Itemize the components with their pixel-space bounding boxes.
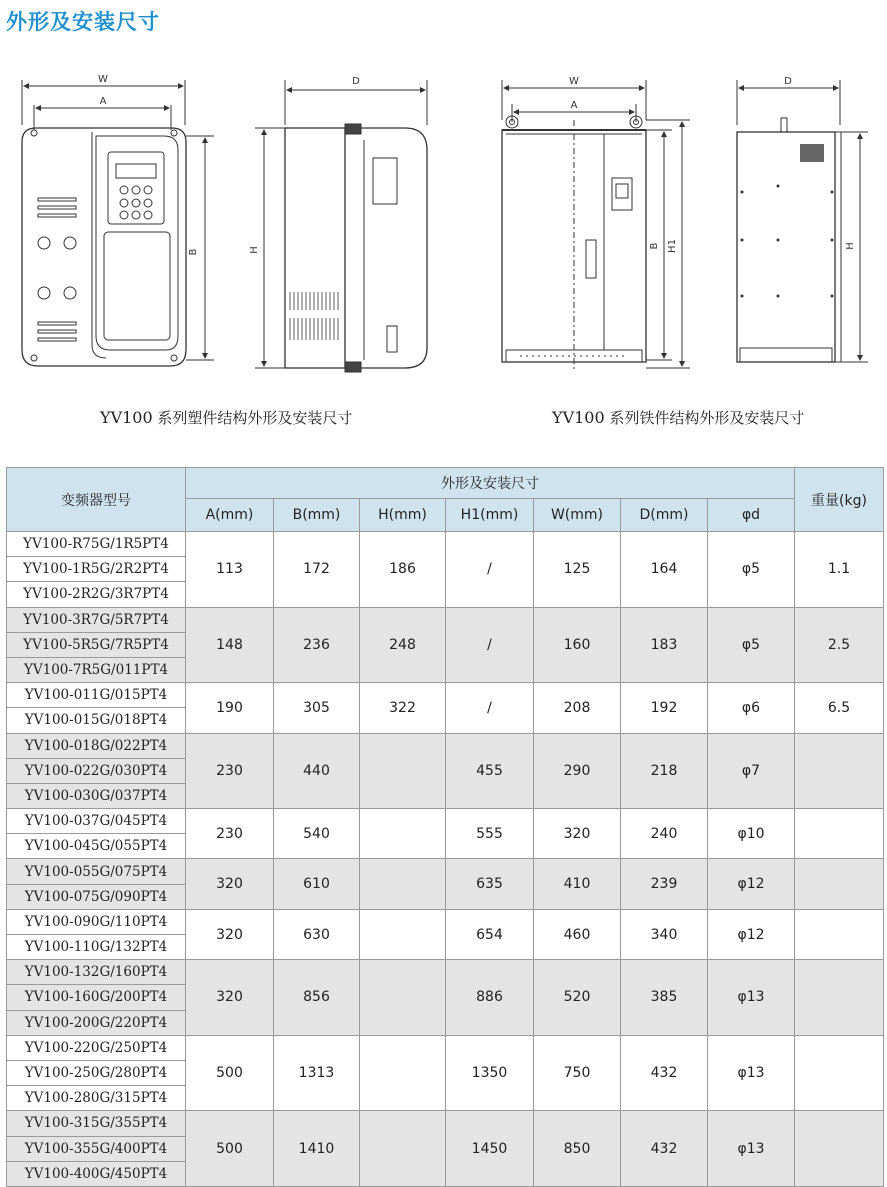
cell-model: YV100-037G/045PT4	[7, 809, 186, 834]
cell-a: 320	[186, 960, 274, 1036]
header-dimensions: 外形及安装尺寸	[186, 468, 795, 499]
header-weight: 重量(kg)	[795, 468, 884, 532]
cell-model: YV100-018G/022PT4	[7, 733, 186, 758]
cell-model: YV100-090G/110PT4	[7, 909, 186, 934]
cell-h: 248	[360, 607, 446, 683]
cell-model: YV100-110G/132PT4	[7, 935, 186, 960]
label-h-right: H	[845, 242, 856, 250]
cell-d: 432	[621, 1111, 708, 1187]
cell-d: 218	[621, 733, 708, 809]
label-d-left: D	[352, 76, 360, 87]
header-a: A(mm)	[186, 499, 274, 532]
cell-h1: 654	[446, 909, 534, 959]
cell-model: YV100-075G/090PT4	[7, 884, 186, 909]
cell-d: 239	[621, 859, 708, 909]
dimension-drawings	[0, 60, 887, 400]
cell-phi-d: φ6	[708, 683, 795, 733]
cell-a: 148	[186, 607, 274, 683]
cell-weight	[795, 859, 884, 909]
table-row	[7, 909, 884, 934]
cell-a: 230	[186, 733, 274, 809]
cell-model: YV100-2R2G/3R7PT4	[7, 582, 186, 607]
table-row	[7, 809, 884, 834]
cell-h	[360, 809, 446, 859]
header-d: D(mm)	[621, 499, 708, 532]
cell-model: YV100-022G/030PT4	[7, 758, 186, 783]
cell-model: YV100-250G/280PT4	[7, 1060, 186, 1085]
label-b-right: B	[649, 242, 660, 250]
caption-plastic	[100, 407, 352, 428]
plastic-front-view	[22, 80, 214, 366]
cell-b: 236	[274, 607, 360, 683]
cell-weight: 1.1	[795, 532, 884, 608]
cell-w: 125	[534, 532, 621, 608]
cell-weight	[795, 733, 884, 809]
cell-w: 750	[534, 1035, 621, 1111]
cell-weight	[795, 960, 884, 1036]
cell-b: 1410	[274, 1111, 360, 1187]
cell-h: 322	[360, 683, 446, 733]
iron-side-view	[737, 80, 868, 362]
cell-phi-d: φ13	[708, 960, 795, 1036]
cell-w: 290	[534, 733, 621, 809]
cell-model: YV100-011G/015PT4	[7, 683, 186, 708]
cell-d: 183	[621, 607, 708, 683]
header-phi-d: φd	[708, 499, 795, 532]
cell-a: 113	[186, 532, 274, 608]
cell-a: 320	[186, 859, 274, 909]
cell-weight	[795, 1035, 884, 1111]
cell-h	[360, 859, 446, 909]
cell-a: 190	[186, 683, 274, 733]
cell-a: 320	[186, 909, 274, 959]
cell-h: 186	[360, 532, 446, 608]
caption-iron	[552, 407, 804, 428]
label-w-right: W	[569, 76, 579, 87]
cell-model: YV100-220G/250PT4	[7, 1035, 186, 1060]
cell-d: 240	[621, 809, 708, 859]
cell-b: 540	[274, 809, 360, 859]
plastic-side-view	[255, 80, 427, 372]
header-h1: H1(mm)	[446, 499, 534, 532]
cell-h	[360, 960, 446, 1036]
label-a-left: A	[99, 96, 107, 107]
cell-b: 610	[274, 859, 360, 909]
header-b: B(mm)	[274, 499, 360, 532]
label-h-left: H	[249, 246, 260, 254]
cell-model: YV100-3R7G/5R7PT4	[7, 607, 186, 632]
label-a-right: A	[570, 100, 578, 111]
cell-h1: /	[446, 607, 534, 683]
cell-b: 1313	[274, 1035, 360, 1111]
cell-phi-d: φ5	[708, 532, 795, 608]
cell-b: 305	[274, 683, 360, 733]
cell-model: YV100-7R5G/011PT4	[7, 657, 186, 682]
cell-a: 500	[186, 1035, 274, 1111]
table-row	[7, 1035, 884, 1060]
cell-model: YV100-030G/037PT4	[7, 783, 186, 808]
cell-phi-d: φ13	[708, 1035, 795, 1111]
label-h1-right: H1	[667, 239, 678, 253]
label-b-left: B	[188, 248, 199, 256]
cell-d: 385	[621, 960, 708, 1036]
cell-model: YV100-315G/355PT4	[7, 1111, 186, 1136]
cell-b: 856	[274, 960, 360, 1036]
cell-d: 164	[621, 532, 708, 608]
cell-model: YV100-015G/018PT4	[7, 708, 186, 733]
table-row	[7, 532, 884, 557]
cell-phi-d: φ12	[708, 909, 795, 959]
header-w: W(mm)	[534, 499, 621, 532]
cell-model: YV100-400G/450PT4	[7, 1161, 186, 1186]
table-row	[7, 1111, 884, 1136]
table-row	[7, 960, 884, 985]
cell-model: YV100-045G/055PT4	[7, 834, 186, 859]
page-title: 外形及安装尺寸	[6, 10, 160, 34]
table-row	[7, 733, 884, 758]
cell-model: YV100-132G/160PT4	[7, 960, 186, 985]
label-w-left: W	[98, 74, 108, 85]
cell-w: 460	[534, 909, 621, 959]
cell-model: YV100-R75G/1R5PT4	[7, 532, 186, 557]
cell-b: 630	[274, 909, 360, 959]
iron-front-view	[502, 80, 690, 370]
cell-d: 192	[621, 683, 708, 733]
cell-d: 340	[621, 909, 708, 959]
cell-h1: 635	[446, 859, 534, 909]
cell-h1: 1350	[446, 1035, 534, 1111]
cell-w: 320	[534, 809, 621, 859]
cell-weight	[795, 909, 884, 959]
caption-iron-text: 系列铁件结构外形及安装尺寸	[604, 409, 805, 427]
cell-phi-d: φ12	[708, 859, 795, 909]
cell-model: YV100-055G/075PT4	[7, 859, 186, 884]
cell-h	[360, 909, 446, 959]
cell-h1: 886	[446, 960, 534, 1036]
cell-model: YV100-280G/315PT4	[7, 1086, 186, 1111]
cell-h1: 1450	[446, 1111, 534, 1187]
table-body	[7, 532, 884, 1187]
header-h: H(mm)	[360, 499, 446, 532]
cell-model: YV100-160G/200PT4	[7, 985, 186, 1010]
cell-b: 440	[274, 733, 360, 809]
cell-d: 432	[621, 1035, 708, 1111]
cell-h	[360, 1111, 446, 1187]
cell-weight	[795, 1111, 884, 1187]
cell-h	[360, 733, 446, 809]
cell-h1: 555	[446, 809, 534, 859]
cell-phi-d: φ5	[708, 607, 795, 683]
label-d-right: D	[784, 76, 792, 87]
cell-h	[360, 1035, 446, 1111]
dimension-table	[6, 467, 884, 1187]
cell-model: YV100-5R5G/7R5PT4	[7, 632, 186, 657]
table-row	[7, 607, 884, 632]
cell-w: 208	[534, 683, 621, 733]
caption-plastic-text: 系列塑件结构外形及安装尺寸	[152, 409, 353, 427]
cell-weight	[795, 809, 884, 859]
cell-h1: 455	[446, 733, 534, 809]
cell-model: YV100-1R5G/2R2PT4	[7, 557, 186, 582]
table-row	[7, 859, 884, 884]
caption-plastic-model: YV100	[100, 408, 153, 427]
cell-w: 850	[534, 1111, 621, 1187]
cell-w: 160	[534, 607, 621, 683]
caption-iron-model: YV100	[552, 408, 605, 427]
cell-phi-d: φ7	[708, 733, 795, 809]
cell-model: YV100-200G/220PT4	[7, 1010, 186, 1035]
cell-h1: /	[446, 532, 534, 608]
cell-phi-d: φ10	[708, 809, 795, 859]
cell-model: YV100-355G/400PT4	[7, 1136, 186, 1161]
cell-h1: /	[446, 683, 534, 733]
cell-a: 500	[186, 1111, 274, 1187]
cell-a: 230	[186, 809, 274, 859]
table-row	[7, 683, 884, 708]
header-model: 变频器型号	[7, 468, 186, 532]
cell-weight: 6.5	[795, 683, 884, 733]
cell-phi-d: φ13	[708, 1111, 795, 1187]
cell-b: 172	[274, 532, 360, 608]
cell-w: 410	[534, 859, 621, 909]
cell-w: 520	[534, 960, 621, 1036]
cell-weight: 2.5	[795, 607, 884, 683]
